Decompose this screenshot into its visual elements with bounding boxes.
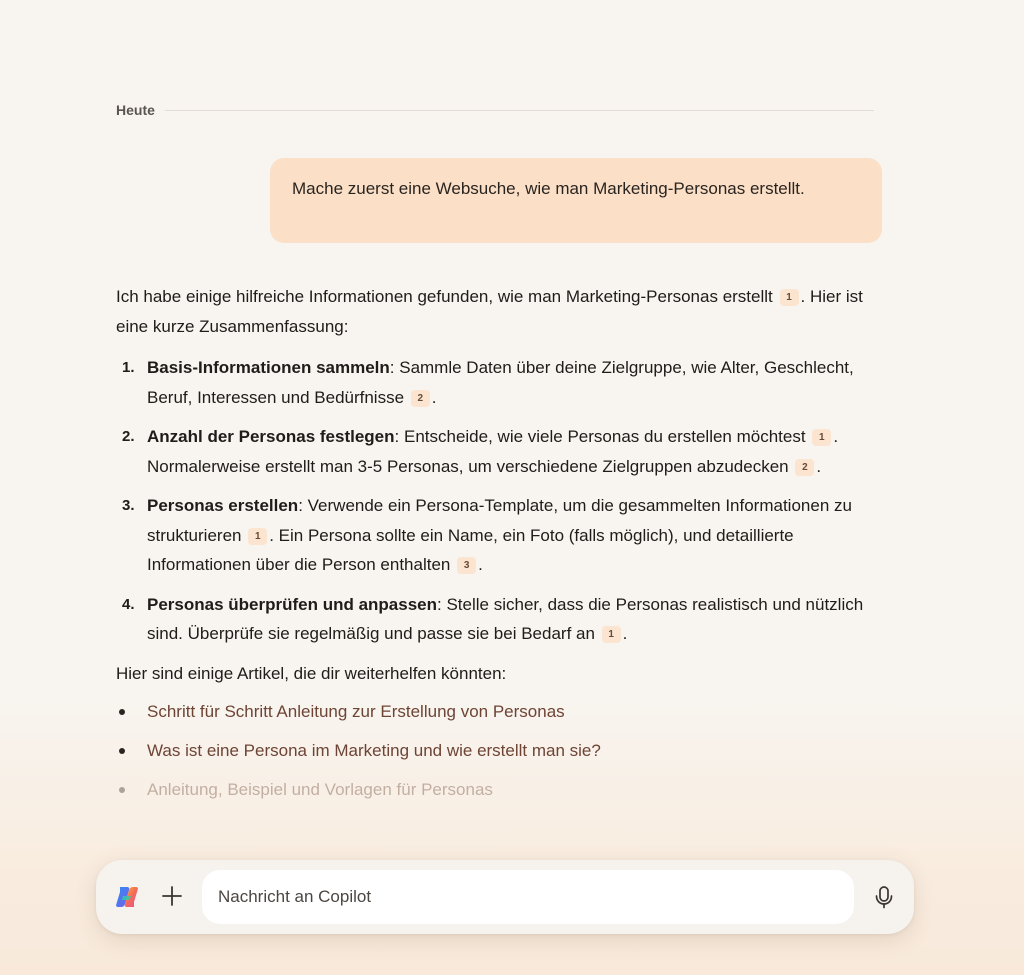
step-number: 3. (122, 497, 135, 514)
citation-badge[interactable]: 1 (602, 626, 621, 643)
user-message-bubble: Mache zuerst eine Websuche, wie man Marketing-Personas erstellt. (270, 158, 882, 243)
step-item (116, 353, 876, 412)
step-item (116, 590, 876, 649)
step-title: Personas überprüfen und anpassen (147, 594, 438, 614)
steps-list (116, 353, 876, 649)
citation-badge[interactable]: 2 (795, 459, 814, 476)
answer-intro-text-end: . Hier ist eine kurze Zusammenfassung: (116, 287, 863, 336)
step-number: 1. (122, 359, 135, 376)
step-end: . (816, 456, 822, 476)
step-text: : Stelle sicher, dass die Personas realistisch und nützlich sind. Überprüfe sie regelmäßig und passe sie bei Bedarf an (147, 594, 864, 643)
article-link[interactable]: Anleitung, Beispiel und Vorlagen für Personas (147, 780, 493, 799)
step-number: 4. (122, 595, 135, 613)
step-title: Basis-Informationen sammeln (147, 358, 390, 377)
citation-badge[interactable]: 1 (780, 289, 799, 306)
article-item (116, 736, 876, 766)
copilot-logo-icon[interactable] (114, 884, 140, 910)
bullet-dot (119, 709, 125, 715)
step-text: : Entscheide, wie viele Personas du erstellen möchtest (394, 427, 806, 446)
date-divider (116, 100, 874, 120)
step-title: Anzahl der Personas festlegen (147, 427, 395, 446)
step-end: . (431, 387, 437, 407)
answer-intro-text: Ich habe einige hilfreiche Informationen gefunden, wie man Marketing-Personas erstellt (116, 287, 773, 306)
plus-icon[interactable] (158, 882, 186, 910)
articles-list (116, 697, 876, 805)
assistant-message (116, 282, 876, 814)
article-item (116, 697, 876, 727)
step-text: . Ein Persona sollte ein Name, ein Foto (falls möglich), und detaillierte Informationen über die Person enthalten (147, 525, 794, 574)
article-link[interactable]: Schritt für Schritt Anleitung zur Erstellung von Personas (147, 702, 565, 721)
divider-line (165, 110, 874, 111)
message-input[interactable] (202, 870, 854, 924)
message-composer (96, 860, 914, 934)
citation-badge[interactable]: 1 (248, 528, 267, 545)
microphone-icon[interactable] (870, 883, 898, 911)
step-text: : Sammle Daten über deine Zielgruppe, wie Alter, Geschlecht, Beruf, Interessen und Bedürfnisse (147, 358, 854, 407)
step-number: 2. (122, 428, 135, 445)
message-input-wrapper (202, 870, 854, 924)
step-end: . (478, 555, 483, 574)
citation-badge[interactable]: 1 (812, 429, 831, 446)
step-item (116, 422, 876, 481)
bullet-dot (119, 748, 125, 754)
citation-badge[interactable]: 3 (457, 557, 476, 574)
step-text: : Verwende ein Persona-Template, um die gesammelten Informationen zu strukturieren (147, 496, 852, 545)
step-end: . (622, 624, 628, 643)
step-text: . Normalerweise erstellt man 3-5 Personas, um verschiedene Zielgruppen abzudecken (147, 427, 839, 476)
answer-intro (116, 282, 876, 341)
article-link[interactable]: Was ist eine Persona im Marketing und wie erstellt man sie? (147, 741, 601, 760)
article-item (116, 775, 876, 805)
articles-intro: Hier sind einige Artikel, die dir weiterhelfen könnten: (116, 663, 507, 683)
date-label: Heute (116, 102, 155, 118)
step-item (116, 491, 876, 580)
step-title: Personas erstellen (147, 496, 299, 515)
citation-badge[interactable]: 2 (411, 390, 430, 407)
bullet-dot (119, 787, 125, 793)
